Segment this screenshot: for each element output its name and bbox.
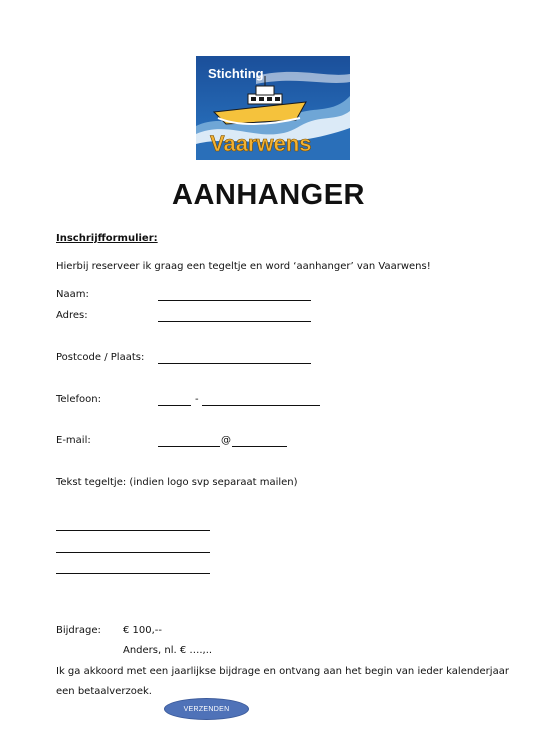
phone-number-field[interactable]: [202, 393, 320, 406]
contribution-label: Bijdrage:: [56, 625, 101, 636]
tile-text-label: Tekst tegeltje: (indien logo svp separaat mailen): [56, 477, 298, 488]
agreement-text-line1: Ik ga akkoord met een jaarlijkse bijdrage en ontvang aan het begin van ieder kalenderjaar: [56, 666, 509, 677]
phone-area-field[interactable]: [158, 393, 191, 406]
phone-label: Telefoon:: [56, 394, 101, 405]
email-user-field[interactable]: [158, 434, 220, 447]
email-at-sign: @: [221, 435, 231, 446]
name-field[interactable]: [158, 288, 311, 301]
tile-text-line-1[interactable]: [56, 518, 210, 531]
logo-line1: Stichting: [208, 66, 264, 81]
email-domain-field[interactable]: [232, 434, 287, 447]
intro-text: Hierbij reserveer ik graag een tegeltje en word ‘aanhanger’ van Vaarwens!: [56, 261, 431, 272]
postcode-city-field[interactable]: [158, 351, 311, 364]
name-label: Naam:: [56, 289, 89, 300]
submit-button[interactable]: VERZENDEN: [164, 698, 249, 720]
postcode-label: Postcode / Plaats:: [56, 352, 145, 363]
stichting-vaarwens-logo: [196, 56, 350, 160]
form-heading: Inschrijfformulier:: [56, 233, 158, 244]
address-field[interactable]: [158, 309, 311, 322]
phone-separator: -: [195, 394, 199, 405]
page-title: AANHANGER: [172, 179, 365, 211]
logo-line2: Vaarwens: [210, 131, 312, 156]
tile-text-line-3[interactable]: [56, 561, 210, 574]
agreement-text-line2: een betaalverzoek.: [56, 686, 152, 697]
address-label: Adres:: [56, 310, 88, 321]
contribution-fixed-amount[interactable]: € 100,--: [123, 625, 163, 636]
email-label: E-mail:: [56, 435, 91, 446]
tile-text-line-2[interactable]: [56, 540, 210, 553]
contribution-other-amount[interactable]: Anders, nl. € ….,..: [123, 645, 213, 656]
